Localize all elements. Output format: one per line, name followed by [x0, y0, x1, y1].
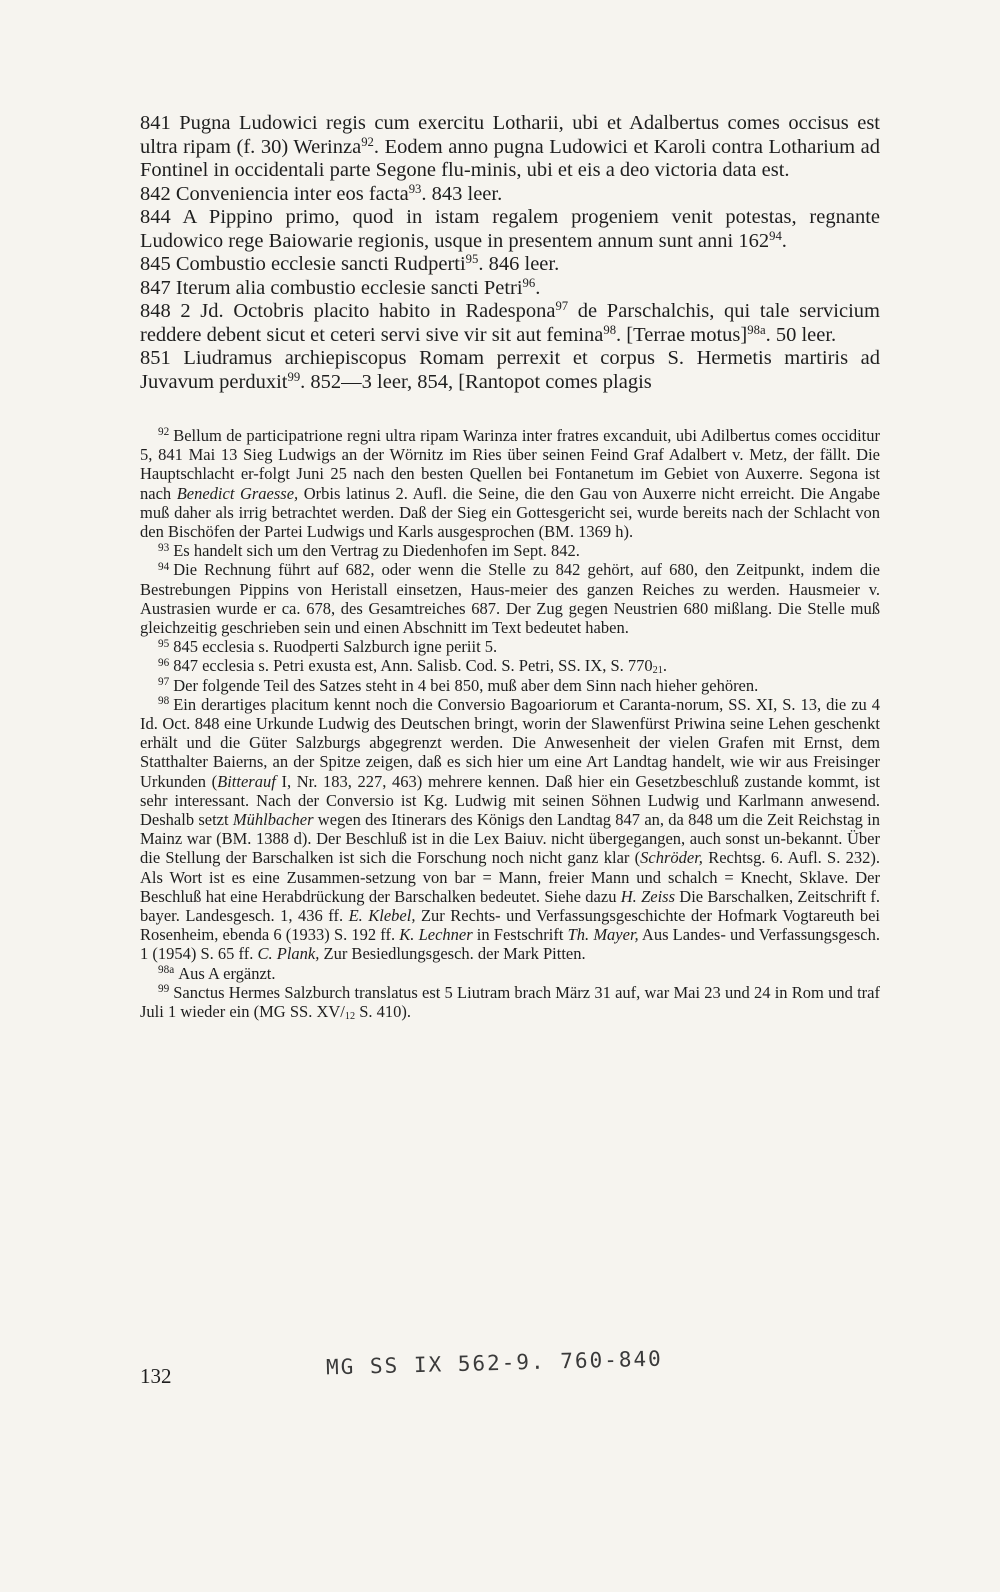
text-run: 847 ecclesia s. Petri exusta est, Ann. Salisb. Cod. S. Petri, SS. IX, S. 770 [173, 656, 653, 676]
text-run: . 852—3 leer, 854, [Rantopot comes plagis [300, 370, 652, 393]
text-run: Ein derartiges placitum kennt noch die Conversio Bagoariorum et Caranta-norum, SS. XI, S. 13, die zu 4 Id. Oct. 848 eine Urkunde Ludwig des Deutschen bringt, worin der Slawenfürst Priwina seine Lehen geschenkt erhält und die Güter Salzburgs abgegrenzt werden. Die Anwesenheit der vielen Grafen mit Ernst, dem Statthalter Baierns, an der Spitze zeigen, daß es sich hier um eine Art Landtag handelt, wie wir aus Freisinger Urkunden ( [140, 694, 880, 791]
text-run: Die Barschalken, Zeitschrift f. bayer. Landesgesch. 1, 436 ff. [140, 886, 881, 926]
footnote-number: 97 [158, 676, 170, 689]
footnote-ref: 97 [555, 299, 569, 314]
text-run: 845 ecclesia s. Ruodperti Salzburch igne periit 5. [173, 637, 498, 657]
footnote-number: 98 [158, 695, 170, 708]
footnote [140, 983, 880, 1021]
footnote-ref: 93 [408, 181, 422, 196]
text-run: Orbis latinus 2. Aufl. die Seine, die den Gau von Auxerre nicht erreicht. Die Angabe muß daher als irrig betrachtet werden. Daß der Sieg ein Gottesgericht sei, wurde bereits nach der Schlacht von den Bischöfen der Partei Ludwigs und Karls ausgesprochen (BM. 1369 h). [140, 483, 880, 542]
text-run: I, Nr. 183, 227, 463) mehrere kennen. Daß hier ein Gesetzbeschluß zustande kommt, ist sehr interessant. Nach der Conversio ist Kg. Ludwig mit seinen Söhnen Ludwig und Karlmann anwesend. Deshalb setzt [140, 771, 881, 830]
page-body [140, 112, 880, 1021]
text-run: . [781, 229, 787, 252]
text-run: Bellum de participatrione regni ultra ripam Warinza inter fratres excanduit, ubi Adilbertus comes occiditur 5, 841 Mai 13 Sieg Ludwigs an der Wörnitz im Ries über seinen Feind Graf Adalbert v. Metz, der fällt. Die Hauptschlacht er-folgt Juni 25 nach den besten Quellen bei Fontanetum im Gebiet von Auxerre. Segona ist nach [140, 426, 880, 503]
text-run: de Parschalchis, qui tale servicium reddere debent sicut et ceteri servi sive vir sit aut femina [140, 300, 880, 346]
text-run: Rechtsg. 6. Aufl. S. 232). Als Wort ist es eine Zusammen-setzung von bar = Mann, freier Mann und schalch = Knecht, Sklave. Der Beschluß hat eine Herabdrückung der Barschalken bedeutet. Siehe dazu [140, 848, 880, 906]
italic-name: H. Zeiss [620, 886, 675, 906]
text-run: . 50 leer. [765, 323, 837, 346]
text-run: Aus A ergänzt. [178, 963, 276, 983]
annal-entry [140, 277, 880, 301]
main-text [140, 112, 880, 394]
text-run: wegen des Itinerars des Königs den Landtag 847 an, da 848 um die Zeit Reichstag in Mainz war (BM. 1388 d). Der Beschluß ist in die Lex Baiuv. nicht übergegangen, auch sonst un-bekannt. Über die Stellung der Barschalken ist sich die Forschung noch nicht ganz klar ( [140, 810, 880, 868]
annal-entry [140, 112, 880, 183]
footnote [140, 426, 880, 541]
footnote-number: 98a [158, 964, 175, 977]
text-run: 848 2 Jd. Octobris placito habito in Radespona [140, 300, 556, 322]
footnote [140, 695, 880, 964]
italic-name: Mühlbacher [232, 810, 314, 830]
footnote-number: 93 [158, 541, 170, 554]
footnote-number: 94 [158, 560, 170, 573]
italic-name: Th. Mayer, [567, 925, 639, 945]
subscript: 12 [344, 1011, 356, 1023]
text-run: Es handelt sich um den Vertrag zu Diedenhofen im Sept. 842. [173, 541, 580, 561]
footnote-ref: 94 [769, 228, 782, 243]
text-run: 841 Pugna Ludowici regis cum exercitu Lotharii, ubi et Adalbertus comes occisus est ultra ripam (f. 30) Werinza [140, 112, 880, 158]
italic-name: Benedict Graesse, [176, 483, 299, 503]
footnote [140, 541, 880, 560]
subscript: 21 [652, 665, 663, 677]
text-run: Zur Rechts- und Verfassungsgeschichte der Hofmark Vogtareuth bei Rosenheim, ebenda 6 (1933) S. 192 ff. [140, 906, 880, 945]
annal-entry [140, 206, 880, 253]
text-run: 844 A Pippino primo, quod in istam regalem progeniem venit potestas, regnante Ludowico rege Baiowarie regionis, usque in presentem annum sunt anni 162 [140, 206, 880, 252]
text-run: . [662, 656, 667, 676]
text-run: 847 Iterum alia combustio ecclesie sancti Petri [140, 276, 523, 299]
footnote-ref: 99 [287, 369, 301, 384]
footnotes [140, 426, 880, 1021]
italic-name: C. Plank, [257, 944, 320, 964]
handwritten-annotation: MG SS IX 562-9. 760-840 [325, 1346, 664, 1380]
text-run: Zur Besiedlungsgesch. der Mark Pitten. [319, 944, 586, 964]
text-run: . Eodem anno pugna Ludowici et Karoli contra Lotharium ad Fontinel in occidentali parte Segone flu-minis, ubi et eis a deo victoria data est. [140, 135, 880, 181]
text-run: . [Terrae motus] [616, 323, 748, 346]
text-run: . 843 leer. [421, 182, 503, 205]
text-run: Sanctus Hermes Salzburch translatus est 5 Liutram brach März 31 auf, war Mai 23 und 24 in Rom und traf Juli 1 wieder ein (MG SS. XV/ [140, 982, 880, 1022]
text-run: Die Rechnung führt auf 682, oder wenn die Stelle zu 842 gehört, auf 680, den Zeitpunkt, indem die Bestrebungen Pippins von Heristall einsetzen, Haus-meier des ganzen Reiches zu werden. Hausmeier v. Austrasien wurde er ca. 678, des Gesamtreiches 687. Der Zug gegen Neustrien 680 mißlang. Die Stelle muß gleichzeitig geschrieben sein und einen Abschnitt im Text bedeutet haben. [140, 560, 880, 638]
text-run: 851 Liudramus archiepiscopus Romam perrexit et corpus S. Hermetis martiris ad Juvavum perduxit [140, 347, 880, 393]
annal-entry [140, 300, 880, 347]
footnote-number: 92 [158, 426, 170, 439]
italic-name: E. Klebel, [348, 906, 416, 926]
text-run: S. 410). [355, 1002, 412, 1022]
footnote-number: 95 [158, 637, 170, 650]
text-run: . 846 leer. [478, 253, 560, 275]
footnote [140, 964, 880, 983]
annal-entry [140, 347, 880, 394]
text-run: 845 Combustio ecclesie sancti Rudperti [140, 253, 466, 275]
text-run: Aus Landes- und Verfassungsgesch. 1 (1954) S. 65 ff. [140, 925, 881, 964]
italic-name: Schröder, [640, 848, 703, 868]
footnote-ref: 98 [603, 322, 617, 337]
annal-entry [140, 183, 880, 207]
text-run: in Festschrift [472, 925, 568, 945]
page-number: 132 [140, 1364, 172, 1388]
text-run: 842 Conveniencia inter eos facta [140, 182, 409, 205]
footnote-ref: 96 [522, 275, 536, 290]
annal-entry [140, 253, 880, 277]
footnote-ref: 98a [747, 322, 766, 337]
italic-name: Bitterauf [217, 771, 276, 791]
footnote-number: 99 [158, 983, 170, 996]
text-run: . [535, 276, 541, 299]
footnote [140, 676, 880, 695]
italic-name: K. Lechner [399, 925, 473, 945]
footnote-ref: 95 [465, 252, 479, 267]
footnote [140, 637, 880, 656]
footnote [140, 656, 880, 675]
footnote [140, 560, 880, 637]
text-run: Der folgende Teil des Satzes steht in 4 bei 850, muß aber dem Sinn nach hieher gehören. [173, 675, 759, 695]
footnote-number: 96 [158, 656, 170, 669]
footnote-ref: 92 [361, 134, 374, 149]
